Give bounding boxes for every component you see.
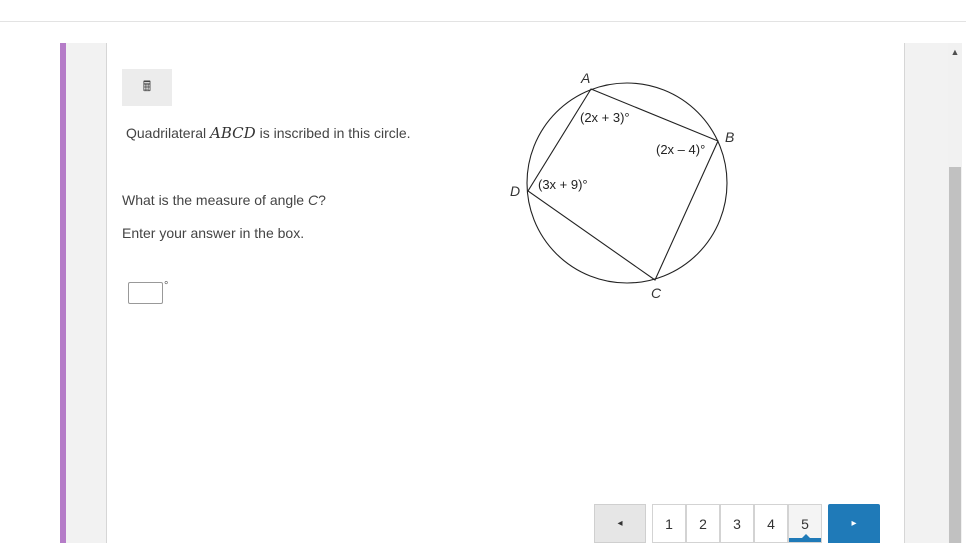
degree-unit: °: [164, 280, 169, 292]
question-intro-prefix: Quadrilateral: [126, 125, 211, 141]
scroll-thumb[interactable]: [949, 167, 961, 543]
page-button-4[interactable]: 4: [754, 504, 788, 543]
page-button-2[interactable]: 2: [686, 504, 720, 543]
left-gutter: [0, 22, 60, 543]
calculator-icon: 🖩: [142, 77, 152, 94]
top-bar: [0, 0, 966, 22]
angle-b-expression: (2x – 4)°: [656, 142, 706, 157]
vertex-label-d: D: [510, 183, 521, 199]
quadrilateral-name: ABCD: [210, 124, 256, 142]
answer-instruction: Enter your answer in the box.: [122, 225, 305, 241]
calculator-button[interactable]: [122, 69, 172, 106]
question-prompt-variable: C: [308, 192, 319, 208]
inscribed-quadrilateral-figure: [500, 65, 750, 310]
answer-area: [128, 282, 168, 304]
vertex-label-c: C: [651, 285, 662, 301]
vertex-label-b: B: [725, 129, 735, 145]
angle-d-expression: (3x + 9)°: [538, 177, 588, 192]
vertical-scrollbar[interactable]: [948, 43, 962, 543]
page-button-5[interactable]: 5: [788, 504, 822, 543]
vertex-label-a: A: [581, 70, 591, 86]
next-page-button[interactable]: [828, 504, 880, 543]
answer-input[interactable]: [128, 282, 163, 304]
question-intro: [126, 124, 411, 142]
previous-arrow-icon: ◂: [617, 518, 623, 529]
question-prompt: [122, 192, 326, 208]
angle-a-expression: (2x + 3)°: [580, 110, 630, 125]
question-prompt-prefix: What is the measure of angle: [122, 192, 308, 208]
previous-page-button[interactable]: [594, 504, 646, 543]
panel-left-margin: [66, 43, 106, 543]
question-intro-suffix: is inscribed in this circle.: [255, 125, 411, 141]
question-prompt-suffix: ?: [318, 192, 326, 208]
panel-right-margin: [905, 43, 948, 543]
page-button-1[interactable]: 1: [652, 504, 686, 543]
next-arrow-icon: ▸: [851, 518, 857, 529]
right-edge: [962, 43, 966, 543]
page-button-3[interactable]: 3: [720, 504, 754, 543]
scroll-up-arrow-icon[interactable]: ▲: [950, 47, 960, 57]
